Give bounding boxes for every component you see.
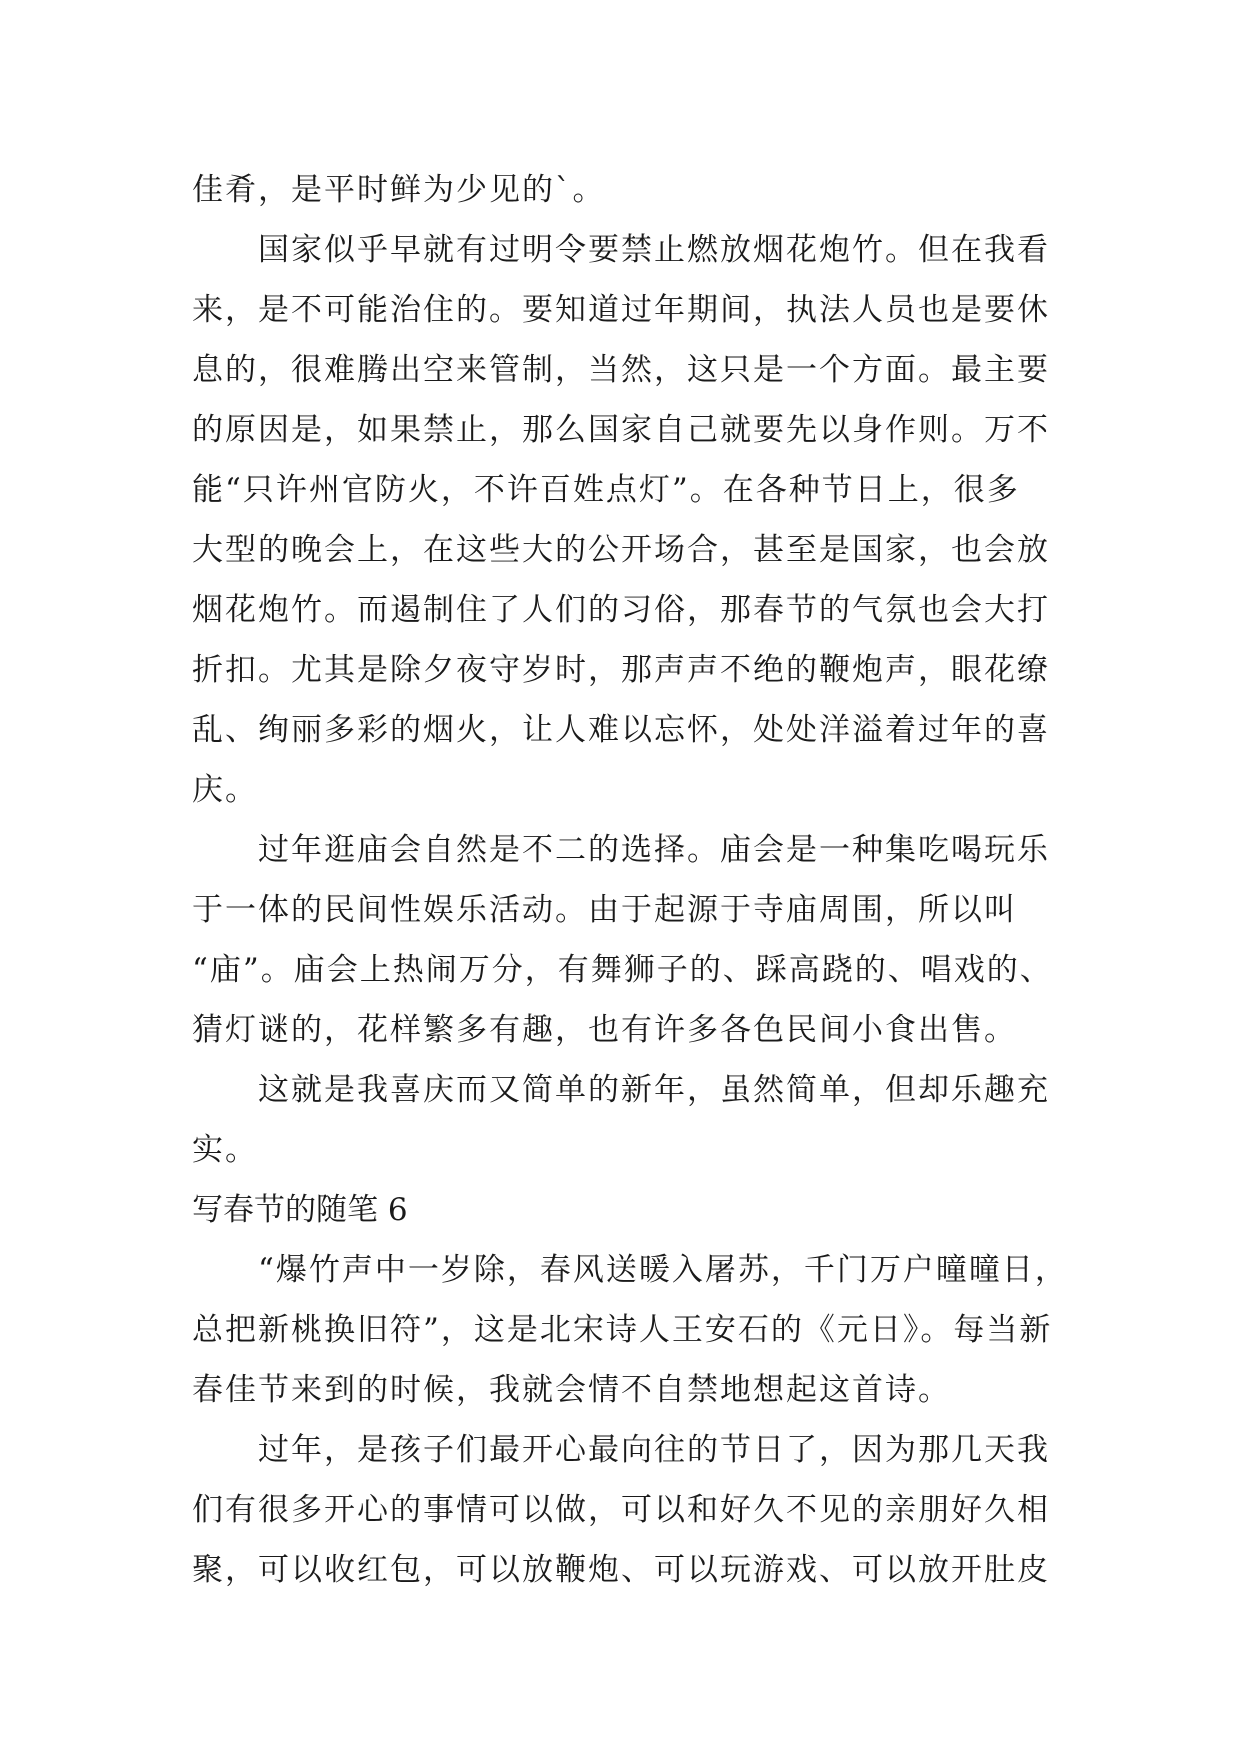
text-line: 于一体的民间性娱乐活动。由于起源于寺庙周围，所以叫 — [192, 892, 1017, 928]
text-line: 大型的晚会上，在这些大的公开场合，甚至是国家，也会放 — [192, 532, 1050, 568]
text-line: 折扣。尤其是除夕夜守岁时，那声声不绝的鞭炮声，眼花缭 — [192, 652, 1050, 688]
text-line: 们有很多开心的事情可以做，可以和好久不见的亲朋好久相 — [192, 1492, 1050, 1528]
text-line: 息的，很难腾出空来管制，当然，这只是一个方面。最主要 — [192, 352, 1050, 388]
text-line: 聚，可以收红包，可以放鞭炮、可以玩游戏、可以放开肚皮 — [192, 1552, 1050, 1588]
text-line: 猜灯谜的，花样繁多有趣，也有许多各色民间小食出售。 — [192, 1012, 1017, 1048]
text-line: 能“只许州官防火，不许百姓点灯”。在各种节日上，很多 — [192, 472, 1020, 508]
text-line: 过年逛庙会自然是不二的选择。庙会是一种集吃喝玩乐 — [192, 832, 1050, 868]
text-line: “爆竹声中一岁除，春风送暖入屠苏，千门万户曈曈日， — [192, 1252, 1068, 1288]
text-line: 国家似乎早就有过明令要禁止燃放烟花炮竹。但在我看 — [192, 232, 1050, 268]
text-line: 的原因是，如果禁止，那么国家自己就要先以身作则。万不 — [192, 412, 1050, 448]
text-line: 这就是我喜庆而又简单的新年，虽然简单，但却乐趣充 — [192, 1072, 1050, 1108]
text-line: 来，是不可能治住的。要知道过年期间，执法人员也是要休 — [192, 292, 1050, 328]
text-line: 庆。 — [192, 772, 258, 808]
text-line: 烟花炮竹。而遏制住了人们的习俗，那春节的气氛也会大打 — [192, 592, 1050, 628]
text-line: 实。 — [192, 1132, 258, 1168]
text-line: 佳肴，是平时鲜为少见的`。 — [192, 172, 606, 208]
text-line: 乱、绚丽多彩的烟火，让人难以忘怀，处处洋溢着过年的喜 — [192, 712, 1050, 748]
text-line: 过年，是孩子们最开心最向往的节日了，因为那几天我 — [192, 1432, 1050, 1468]
text-line: 总把新桃换旧符”，这是北宋诗人王安石的《元日》。每当新 — [192, 1312, 1053, 1348]
text-line: 春佳节来到的时候，我就会情不自禁地想起这首诗。 — [192, 1372, 951, 1408]
text-line: “庙”。庙会上热闹万分，有舞狮子的、踩高跷的、唱戏的、 — [192, 952, 1053, 988]
article-body — [192, 160, 1072, 1600]
section-heading: 写春节的随笔 6 — [192, 1192, 408, 1228]
